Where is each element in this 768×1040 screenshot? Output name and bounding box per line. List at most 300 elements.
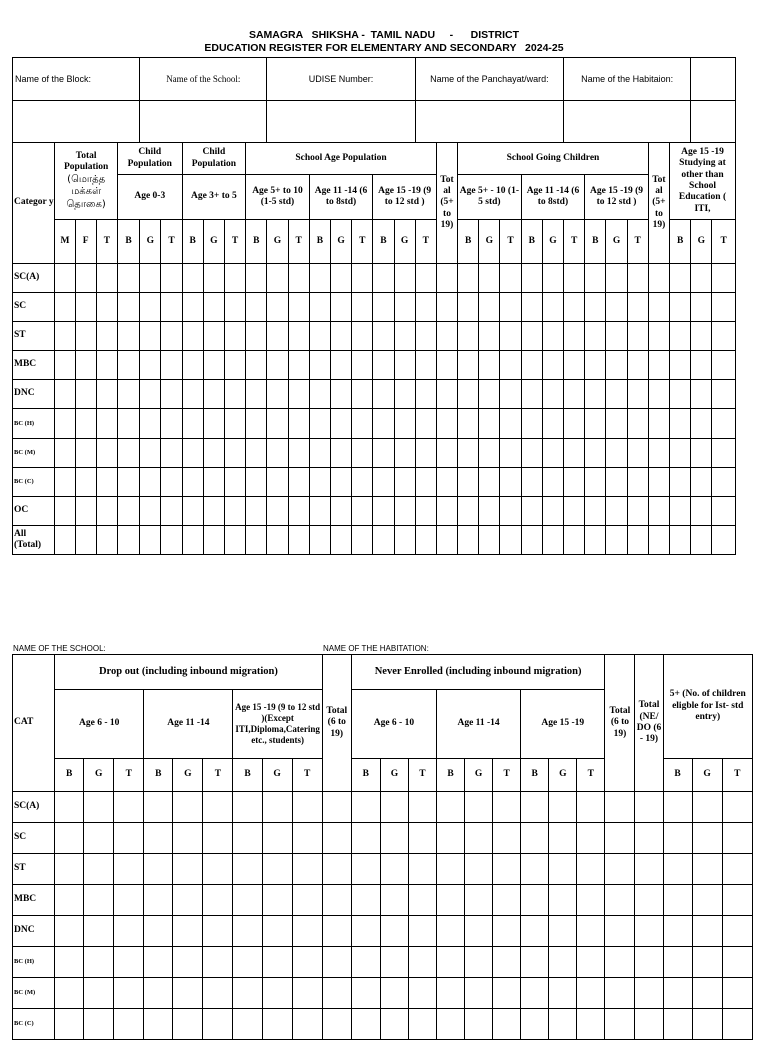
data-cell[interactable]	[233, 885, 262, 916]
data-cell[interactable]	[415, 468, 436, 497]
data-cell[interactable]	[691, 322, 712, 351]
data-cell[interactable]	[262, 916, 292, 947]
data-cell[interactable]	[288, 322, 309, 351]
data-cell[interactable]	[415, 322, 436, 351]
data-cell[interactable]	[627, 264, 648, 293]
data-cell[interactable]	[542, 322, 563, 351]
data-cell[interactable]	[648, 497, 669, 526]
data-cell[interactable]	[663, 792, 692, 823]
data-cell[interactable]	[224, 497, 245, 526]
data-cell[interactable]	[233, 1009, 262, 1040]
data-cell[interactable]	[408, 947, 436, 978]
data-cell[interactable]	[161, 468, 182, 497]
data-cell[interactable]	[309, 351, 330, 380]
data-cell[interactable]	[246, 322, 267, 351]
data-cell[interactable]	[663, 947, 692, 978]
data-cell[interactable]	[670, 293, 691, 322]
data-cell[interactable]	[140, 409, 161, 439]
data-cell[interactable]	[394, 293, 415, 322]
data-cell[interactable]	[436, 439, 457, 468]
data-cell[interactable]	[500, 409, 521, 439]
data-cell[interactable]	[203, 409, 224, 439]
data-cell[interactable]	[585, 351, 606, 380]
data-cell[interactable]	[55, 468, 75, 497]
data-cell[interactable]	[606, 468, 627, 497]
panchayat-value[interactable]	[415, 101, 563, 143]
data-cell[interactable]	[224, 351, 245, 380]
data-cell[interactable]	[479, 497, 500, 526]
data-cell[interactable]	[84, 854, 114, 885]
data-cell[interactable]	[670, 497, 691, 526]
data-cell[interactable]	[203, 947, 233, 978]
data-cell[interactable]	[542, 293, 563, 322]
data-cell[interactable]	[309, 497, 330, 526]
data-cell[interactable]	[564, 526, 585, 555]
data-cell[interactable]	[521, 439, 542, 468]
data-cell[interactable]	[203, 792, 233, 823]
data-cell[interactable]	[627, 380, 648, 409]
data-cell[interactable]	[246, 380, 267, 409]
data-cell[interactable]	[465, 1009, 493, 1040]
data-cell[interactable]	[173, 978, 203, 1009]
data-cell[interactable]	[627, 409, 648, 439]
data-cell[interactable]	[292, 885, 322, 916]
data-cell[interactable]	[96, 351, 117, 380]
data-cell[interactable]	[117, 468, 139, 497]
data-cell[interactable]	[182, 264, 203, 293]
data-cell[interactable]	[267, 322, 288, 351]
data-cell[interactable]	[479, 322, 500, 351]
data-cell[interactable]	[373, 497, 394, 526]
data-cell[interactable]	[173, 1009, 203, 1040]
data-cell[interactable]	[415, 293, 436, 322]
data-cell[interactable]	[246, 439, 267, 468]
data-cell[interactable]	[577, 792, 605, 823]
data-cell[interactable]	[670, 468, 691, 497]
data-cell[interactable]	[712, 526, 736, 555]
data-cell[interactable]	[585, 439, 606, 468]
data-cell[interactable]	[233, 792, 262, 823]
data-cell[interactable]	[521, 792, 549, 823]
data-cell[interactable]	[648, 439, 669, 468]
data-cell[interactable]	[691, 264, 712, 293]
data-cell[interactable]	[203, 439, 224, 468]
data-cell[interactable]	[161, 439, 182, 468]
data-cell[interactable]	[458, 351, 479, 380]
data-cell[interactable]	[173, 885, 203, 916]
data-cell[interactable]	[161, 351, 182, 380]
data-cell[interactable]	[322, 1009, 351, 1040]
data-cell[interactable]	[542, 439, 563, 468]
data-cell[interactable]	[246, 409, 267, 439]
data-cell[interactable]	[648, 468, 669, 497]
data-cell[interactable]	[635, 1009, 663, 1040]
data-cell[interactable]	[542, 497, 563, 526]
data-cell[interactable]	[322, 792, 351, 823]
data-cell[interactable]	[292, 823, 322, 854]
data-cell[interactable]	[692, 916, 722, 947]
data-cell[interactable]	[373, 380, 394, 409]
data-cell[interactable]	[233, 978, 262, 1009]
data-cell[interactable]	[117, 351, 139, 380]
data-cell[interactable]	[606, 409, 627, 439]
data-cell[interactable]	[173, 854, 203, 885]
data-cell[interactable]	[458, 409, 479, 439]
data-cell[interactable]	[84, 947, 114, 978]
data-cell[interactable]	[585, 380, 606, 409]
data-cell[interactable]	[415, 497, 436, 526]
data-cell[interactable]	[203, 322, 224, 351]
data-cell[interactable]	[521, 351, 542, 380]
data-cell[interactable]	[140, 380, 161, 409]
data-cell[interactable]	[635, 947, 663, 978]
data-cell[interactable]	[605, 792, 635, 823]
data-cell[interactable]	[351, 947, 380, 978]
data-cell[interactable]	[144, 823, 173, 854]
data-cell[interactable]	[292, 792, 322, 823]
data-cell[interactable]	[330, 497, 351, 526]
data-cell[interactable]	[415, 351, 436, 380]
data-cell[interactable]	[691, 380, 712, 409]
data-cell[interactable]	[564, 293, 585, 322]
data-cell[interactable]	[246, 526, 267, 555]
data-cell[interactable]	[635, 916, 663, 947]
data-cell[interactable]	[55, 885, 84, 916]
data-cell[interactable]	[521, 322, 542, 351]
data-cell[interactable]	[493, 885, 521, 916]
data-cell[interactable]	[521, 293, 542, 322]
data-cell[interactable]	[627, 497, 648, 526]
data-cell[interactable]	[322, 916, 351, 947]
data-cell[interactable]	[712, 409, 736, 439]
data-cell[interactable]	[627, 439, 648, 468]
data-cell[interactable]	[606, 439, 627, 468]
data-cell[interactable]	[712, 293, 736, 322]
data-cell[interactable]	[408, 792, 436, 823]
data-cell[interactable]	[564, 409, 585, 439]
udise-number-value[interactable]	[267, 101, 415, 143]
data-cell[interactable]	[117, 380, 139, 409]
data-cell[interactable]	[627, 322, 648, 351]
data-cell[interactable]	[577, 916, 605, 947]
data-cell[interactable]	[373, 526, 394, 555]
data-cell[interactable]	[203, 293, 224, 322]
data-cell[interactable]	[635, 885, 663, 916]
data-cell[interactable]	[352, 351, 373, 380]
data-cell[interactable]	[692, 947, 722, 978]
data-cell[interactable]	[458, 322, 479, 351]
data-cell[interactable]	[479, 468, 500, 497]
data-cell[interactable]	[75, 497, 96, 526]
data-cell[interactable]	[351, 823, 380, 854]
data-cell[interactable]	[479, 409, 500, 439]
data-cell[interactable]	[585, 322, 606, 351]
data-cell[interactable]	[605, 1009, 635, 1040]
data-cell[interactable]	[262, 947, 292, 978]
data-cell[interactable]	[458, 497, 479, 526]
data-cell[interactable]	[692, 792, 722, 823]
data-cell[interactable]	[436, 264, 457, 293]
data-cell[interactable]	[182, 526, 203, 555]
data-cell[interactable]	[380, 854, 408, 885]
data-cell[interactable]	[408, 1009, 436, 1040]
data-cell[interactable]	[692, 823, 722, 854]
data-cell[interactable]	[161, 380, 182, 409]
data-cell[interactable]	[161, 264, 182, 293]
data-cell[interactable]	[500, 264, 521, 293]
data-cell[interactable]	[203, 526, 224, 555]
data-cell[interactable]	[75, 526, 96, 555]
data-cell[interactable]	[352, 526, 373, 555]
data-cell[interactable]	[691, 468, 712, 497]
data-cell[interactable]	[267, 526, 288, 555]
data-cell[interactable]	[436, 916, 464, 947]
data-cell[interactable]	[670, 526, 691, 555]
data-cell[interactable]	[373, 439, 394, 468]
data-cell[interactable]	[114, 947, 144, 978]
data-cell[interactable]	[373, 351, 394, 380]
data-cell[interactable]	[140, 497, 161, 526]
data-cell[interactable]	[140, 351, 161, 380]
data-cell[interactable]	[380, 916, 408, 947]
data-cell[interactable]	[96, 468, 117, 497]
data-cell[interactable]	[521, 978, 549, 1009]
data-cell[interactable]	[564, 322, 585, 351]
data-cell[interactable]	[691, 409, 712, 439]
data-cell[interactable]	[182, 351, 203, 380]
data-cell[interactable]	[161, 526, 182, 555]
data-cell[interactable]	[55, 854, 84, 885]
data-cell[interactable]	[500, 322, 521, 351]
data-cell[interactable]	[542, 264, 563, 293]
data-cell[interactable]	[549, 916, 577, 947]
data-cell[interactable]	[436, 1009, 464, 1040]
data-cell[interactable]	[55, 1009, 84, 1040]
data-cell[interactable]	[521, 497, 542, 526]
data-cell[interactable]	[465, 885, 493, 916]
data-cell[interactable]	[635, 854, 663, 885]
data-cell[interactable]	[224, 409, 245, 439]
data-cell[interactable]	[549, 1009, 577, 1040]
data-cell[interactable]	[84, 885, 114, 916]
data-cell[interactable]	[267, 497, 288, 526]
data-cell[interactable]	[288, 351, 309, 380]
data-cell[interactable]	[309, 468, 330, 497]
data-cell[interactable]	[309, 409, 330, 439]
data-cell[interactable]	[292, 854, 322, 885]
data-cell[interactable]	[114, 1009, 144, 1040]
data-cell[interactable]	[75, 293, 96, 322]
data-cell[interactable]	[500, 468, 521, 497]
data-cell[interactable]	[182, 468, 203, 497]
data-cell[interactable]	[577, 885, 605, 916]
data-cell[interactable]	[262, 885, 292, 916]
data-cell[interactable]	[246, 293, 267, 322]
data-cell[interactable]	[627, 468, 648, 497]
data-cell[interactable]	[585, 264, 606, 293]
data-cell[interactable]	[351, 916, 380, 947]
data-cell[interactable]	[436, 293, 457, 322]
data-cell[interactable]	[436, 823, 464, 854]
data-cell[interactable]	[577, 978, 605, 1009]
data-cell[interactable]	[564, 439, 585, 468]
data-cell[interactable]	[309, 439, 330, 468]
data-cell[interactable]	[606, 526, 627, 555]
data-cell[interactable]	[479, 380, 500, 409]
data-cell[interactable]	[55, 497, 75, 526]
data-cell[interactable]	[224, 264, 245, 293]
data-cell[interactable]	[161, 322, 182, 351]
data-cell[interactable]	[606, 351, 627, 380]
data-cell[interactable]	[173, 947, 203, 978]
data-cell[interactable]	[585, 526, 606, 555]
data-cell[interactable]	[309, 293, 330, 322]
data-cell[interactable]	[479, 526, 500, 555]
data-cell[interactable]	[465, 792, 493, 823]
data-cell[interactable]	[408, 823, 436, 854]
data-cell[interactable]	[436, 885, 464, 916]
data-cell[interactable]	[415, 526, 436, 555]
data-cell[interactable]	[394, 409, 415, 439]
data-cell[interactable]	[140, 293, 161, 322]
data-cell[interactable]	[233, 916, 262, 947]
data-cell[interactable]	[117, 293, 139, 322]
data-cell[interactable]	[722, 823, 752, 854]
data-cell[interactable]	[605, 916, 635, 947]
data-cell[interactable]	[117, 526, 139, 555]
data-cell[interactable]	[521, 947, 549, 978]
data-cell[interactable]	[262, 1009, 292, 1040]
data-cell[interactable]	[436, 854, 464, 885]
data-cell[interactable]	[373, 264, 394, 293]
data-cell[interactable]	[173, 823, 203, 854]
data-cell[interactable]	[465, 947, 493, 978]
data-cell[interactable]	[288, 439, 309, 468]
data-cell[interactable]	[605, 823, 635, 854]
data-cell[interactable]	[203, 468, 224, 497]
data-cell[interactable]	[267, 409, 288, 439]
data-cell[interactable]	[712, 468, 736, 497]
data-cell[interactable]	[436, 380, 457, 409]
data-cell[interactable]	[458, 468, 479, 497]
data-cell[interactable]	[500, 439, 521, 468]
data-cell[interactable]	[605, 854, 635, 885]
data-cell[interactable]	[144, 854, 173, 885]
data-cell[interactable]	[564, 497, 585, 526]
data-cell[interactable]	[288, 264, 309, 293]
data-cell[interactable]	[140, 526, 161, 555]
data-cell[interactable]	[224, 380, 245, 409]
data-cell[interactable]	[722, 885, 752, 916]
data-cell[interactable]	[352, 264, 373, 293]
data-cell[interactable]	[692, 1009, 722, 1040]
data-cell[interactable]	[55, 293, 75, 322]
data-cell[interactable]	[635, 792, 663, 823]
data-cell[interactable]	[564, 380, 585, 409]
data-cell[interactable]	[479, 293, 500, 322]
data-cell[interactable]	[55, 409, 75, 439]
data-cell[interactable]	[330, 409, 351, 439]
data-cell[interactable]	[648, 293, 669, 322]
data-cell[interactable]	[564, 468, 585, 497]
data-cell[interactable]	[117, 322, 139, 351]
data-cell[interactable]	[493, 854, 521, 885]
data-cell[interactable]	[224, 526, 245, 555]
data-cell[interactable]	[408, 978, 436, 1009]
data-cell[interactable]	[493, 823, 521, 854]
data-cell[interactable]	[96, 322, 117, 351]
data-cell[interactable]	[161, 409, 182, 439]
data-cell[interactable]	[322, 885, 351, 916]
data-cell[interactable]	[577, 947, 605, 978]
data-cell[interactable]	[352, 439, 373, 468]
data-cell[interactable]	[114, 854, 144, 885]
data-cell[interactable]	[144, 792, 173, 823]
data-cell[interactable]	[712, 380, 736, 409]
data-cell[interactable]	[692, 885, 722, 916]
data-cell[interactable]	[549, 885, 577, 916]
data-cell[interactable]	[55, 264, 75, 293]
data-cell[interactable]	[479, 351, 500, 380]
data-cell[interactable]	[330, 322, 351, 351]
data-cell[interactable]	[114, 916, 144, 947]
data-cell[interactable]	[182, 439, 203, 468]
data-cell[interactable]	[140, 322, 161, 351]
data-cell[interactable]	[55, 526, 75, 555]
data-cell[interactable]	[663, 823, 692, 854]
data-cell[interactable]	[458, 526, 479, 555]
data-cell[interactable]	[352, 468, 373, 497]
data-cell[interactable]	[322, 854, 351, 885]
data-cell[interactable]	[692, 978, 722, 1009]
data-cell[interactable]	[182, 322, 203, 351]
data-cell[interactable]	[500, 526, 521, 555]
data-cell[interactable]	[75, 439, 96, 468]
data-cell[interactable]	[712, 322, 736, 351]
data-cell[interactable]	[648, 380, 669, 409]
data-cell[interactable]	[84, 978, 114, 1009]
data-cell[interactable]	[493, 947, 521, 978]
data-cell[interactable]	[96, 526, 117, 555]
data-cell[interactable]	[140, 264, 161, 293]
data-cell[interactable]	[415, 380, 436, 409]
data-cell[interactable]	[173, 792, 203, 823]
data-cell[interactable]	[144, 1009, 173, 1040]
data-cell[interactable]	[292, 947, 322, 978]
data-cell[interactable]	[262, 978, 292, 1009]
data-cell[interactable]	[322, 978, 351, 1009]
data-cell[interactable]	[182, 497, 203, 526]
data-cell[interactable]	[585, 497, 606, 526]
data-cell[interactable]	[722, 916, 752, 947]
data-cell[interactable]	[479, 264, 500, 293]
data-cell[interactable]	[585, 293, 606, 322]
data-cell[interactable]	[663, 885, 692, 916]
data-cell[interactable]	[203, 497, 224, 526]
data-cell[interactable]	[351, 978, 380, 1009]
data-cell[interactable]	[648, 409, 669, 439]
data-cell[interactable]	[373, 409, 394, 439]
data-cell[interactable]	[96, 497, 117, 526]
data-cell[interactable]	[577, 854, 605, 885]
data-cell[interactable]	[373, 322, 394, 351]
data-cell[interactable]	[114, 792, 144, 823]
data-cell[interactable]	[635, 978, 663, 1009]
data-cell[interactable]	[564, 264, 585, 293]
data-cell[interactable]	[605, 885, 635, 916]
data-cell[interactable]	[224, 468, 245, 497]
data-cell[interactable]	[330, 439, 351, 468]
